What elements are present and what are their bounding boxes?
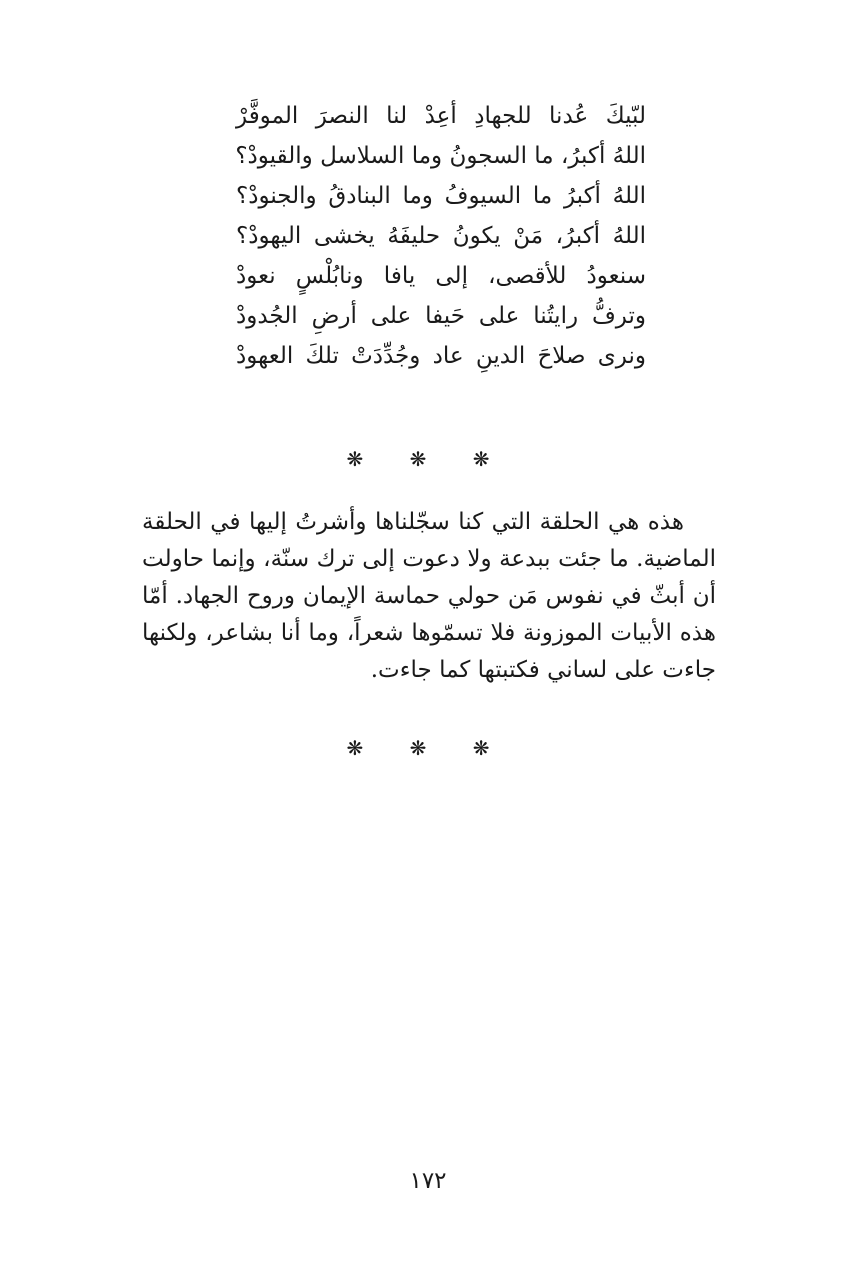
poem-line-6: وترفُّ رايتُنا على حَيفا على أرضِ الجُدودْ — [236, 303, 646, 329]
section-separator-asterisks: ❋ ❋ ❋ — [346, 447, 510, 471]
prose-paragraph: هذه هي الحلقة التي كنا سجّلناها وأشرتُ إليها في الحلقة الماضية. ما جئت ببدعة ولا دعوت إلى ترك سنّة، وإنما حاولت أن أبثّ في نفوس مَن حولي حماسة الإيمان وروح الجهاد. أمّا هذه الأبيات الموزونة فلا تسمّوها شعراً، وما أنا بشاعر، ولكنها جاءت على لساني فكتبتها كما جاءت. — [142, 509, 716, 683]
poem-line-5: سنعودُ للأقصى، إلى يافا ونابُلْسٍ نعودْ — [236, 263, 646, 289]
section-separator-asterisks: ❋ ❋ ❋ — [346, 736, 510, 760]
poem-line-1: لبّيكَ عُدنا للجهادِ أعِدْ لنا النصرَ الموفَّرْ — [236, 103, 646, 129]
poem-line-4: اللهُ أكبرُ، مَنْ يكونُ حليفَهُ يخشى اليهودْ؟ — [236, 223, 646, 249]
poem-line-2: اللهُ أكبرُ، ما السجونُ وما السلاسل والقيودْ؟ — [235, 143, 646, 169]
poem-line-3: اللهُ أكبرُ ما السيوفُ وما البنادقُ والجنودْ؟ — [236, 183, 646, 209]
poem-line-7: ونرى صلاحَ الدينِ عاد وجُدِّدَتْ تلكَ العهودْ — [236, 343, 646, 369]
page-number: ١٧٢ — [409, 1168, 447, 1194]
poem-block — [236, 96, 646, 376]
